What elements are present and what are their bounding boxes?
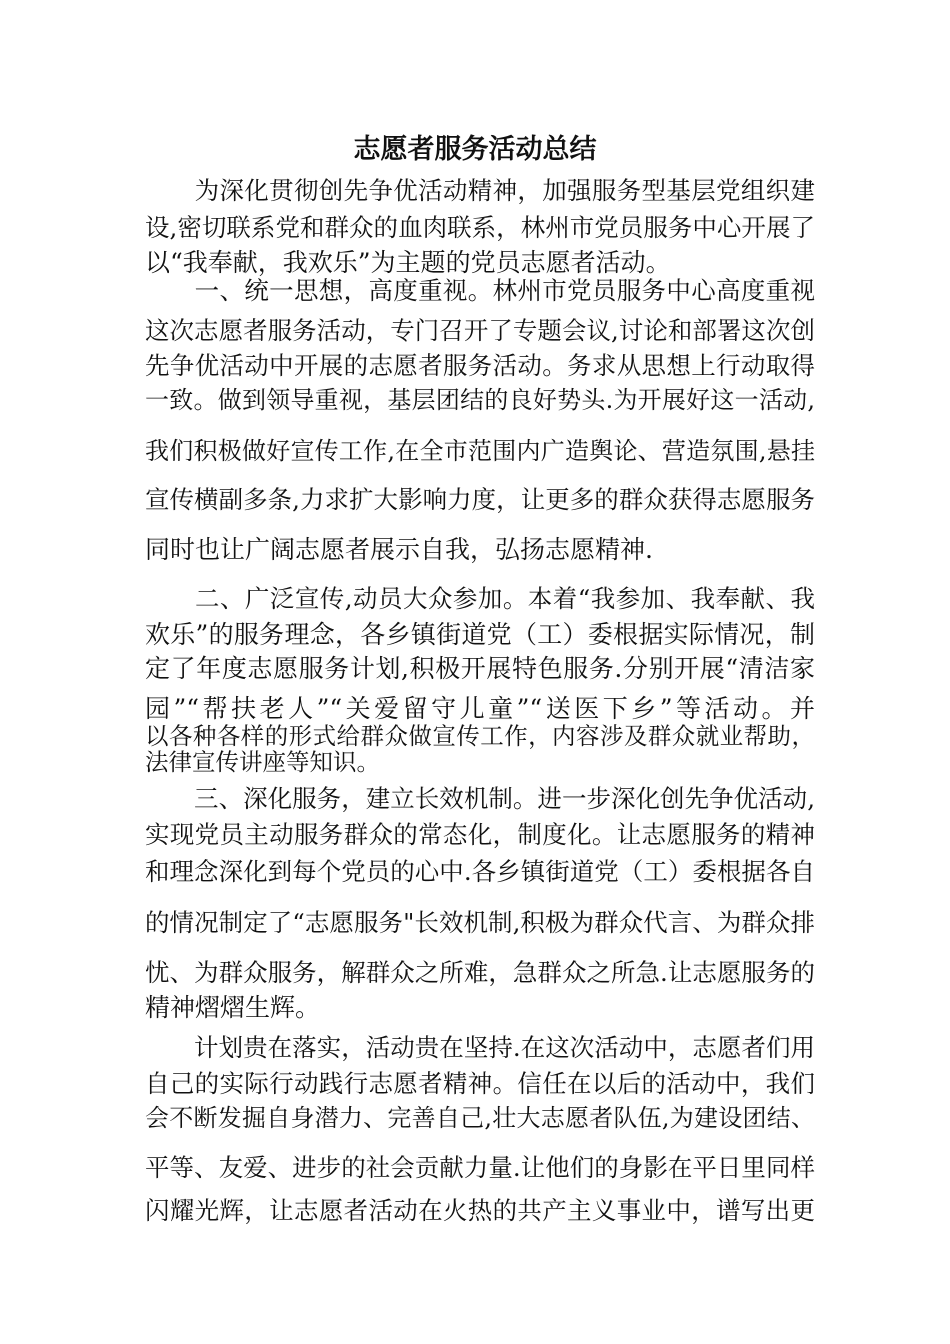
paragraph-line: 会不断发掘自身潜力、完善自己,壮大志愿者队伍,为建设团结、 xyxy=(145,1104,815,1132)
paragraph-line: 法律宣传讲座等知识。 xyxy=(145,748,380,776)
paragraph-line: 设,密切联系党和群众的血肉联系，林州市党员服务中心开展了 xyxy=(145,213,815,242)
document-title: 志愿者服务活动总结 xyxy=(353,134,597,165)
paragraph-line: 忧、为群众服务，解群众之所难，急群众之所急.让志愿服务的 xyxy=(145,958,815,987)
paragraph-line: 定了年度志愿服务计划,积极开展特色服务.分别开展“清洁家 xyxy=(145,654,815,683)
paragraph-line: 以“我奉献，我欢乐”为主题的党员志愿者活动。 xyxy=(145,248,671,277)
paragraph-line: 宣传横副多条,力求扩大影响力度，让更多的群众获得志愿服务 xyxy=(145,485,815,514)
paragraph-line: 的情况制定了“志愿服务"长效机制,积极为群众代言、为群众排 xyxy=(145,908,815,937)
paragraph-line: 同时也让广阔志愿者展示自我，弘扬志愿精神. xyxy=(145,535,653,564)
paragraph-line: 和理念深化到每个党员的心中.各乡镇街道党（工）委根据各自 xyxy=(145,857,815,886)
paragraph-line: 以各种各样的形式给群众做宣传工作，内容涉及群众就业帮助， xyxy=(145,722,815,750)
paragraph-line: 二、广泛宣传,动员大众参加。本着“我参加、我奉献、我 xyxy=(145,584,815,613)
paragraph-line: 实现党员主动服务群众的常态化，制度化。让志愿服务的精神 xyxy=(145,820,815,849)
paragraph-line: 为深化贯彻创先争优活动精神，加强服务型基层党组织建 xyxy=(145,176,815,205)
paragraph-line: 一致。做到领导重视，基层团结的良好势头.为开展好这一活动, xyxy=(145,386,815,414)
paragraph-line: 先争优活动中开展的志愿者服务活动。务求从思想上行动取得 xyxy=(145,351,815,380)
paragraph-line: 这次志愿者服务活动，专门召开了专题会议,讨论和部署这次创 xyxy=(145,316,815,345)
paragraph-line: 平等、友爱、进步的社会贡献力量.让他们的身影在平日里同样 xyxy=(145,1153,815,1182)
paragraph-line: 园”“帮扶老人”“关爱留守儿童”“送医下乡”等活动。并 xyxy=(145,694,815,723)
paragraph-line: 精神熠熠生辉。 xyxy=(145,993,321,1022)
paragraph-line: 闪耀光辉，让志愿者活动在火热的共产主义事业中，谱写出更 xyxy=(145,1196,815,1225)
paragraph-line: 我们积极做好宣传工作,在全市范围内广造舆论、营造氛围,悬挂 xyxy=(145,437,815,465)
paragraph-line: 欢乐”的服务理念，各乡镇街道党（工）委根据实际情况，制 xyxy=(145,620,815,649)
paragraph-line: 一、统一思想，高度重视。林州市党员服务中心高度重视 xyxy=(145,276,815,305)
paragraph-line: 三、深化服务，建立长效机制。进一步深化创先争优活动, xyxy=(145,784,815,813)
paragraph-line: 自己的实际行动践行志愿者精神。信任在以后的活动中，我们 xyxy=(145,1069,815,1098)
paragraph-line: 计划贵在落实，活动贵在坚持.在这次活动中，志愿者们用 xyxy=(145,1033,815,1062)
